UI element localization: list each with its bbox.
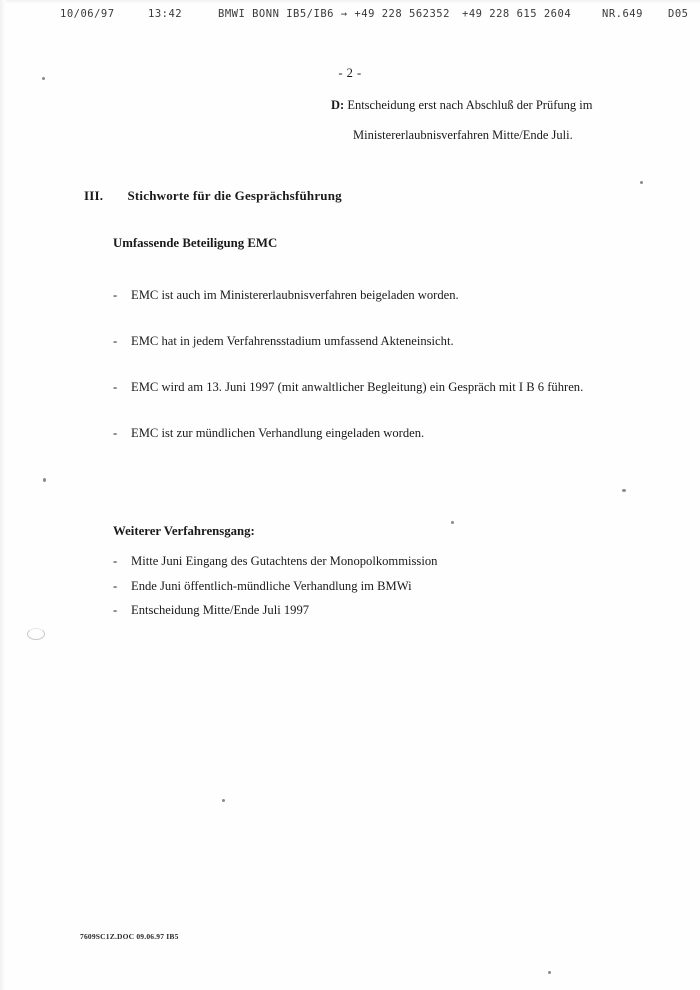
list-item-text: Entscheidung Mitte/Ende Juli 1997	[131, 603, 310, 617]
list-item-text: Mitte Juni Eingang des Gutachtens der Monopolkommission	[131, 554, 438, 568]
scan-speck	[548, 971, 551, 974]
bullet-dash: -	[113, 380, 118, 394]
bullet-dash: -	[113, 578, 118, 593]
scan-speck	[43, 478, 46, 482]
page-number: - 2 -	[338, 66, 362, 80]
list-item	[113, 598, 613, 623]
weiterer-verfahrensgang-list	[113, 549, 613, 623]
point-d-block	[331, 90, 661, 150]
section-numeral: III.	[84, 188, 104, 203]
scan-speck	[42, 77, 45, 80]
scan-edge-shading-left	[0, 0, 6, 990]
punch-hole-mark	[27, 628, 45, 640]
list-item	[113, 329, 623, 353]
list-item-text: EMC wird am 13. Juni 1997 (mit anwaltlicher Begleitung) ein Gespräch mit I B 6 führen.	[131, 380, 584, 394]
scan-edge-shading-top	[0, 0, 700, 4]
section-heading	[84, 188, 624, 204]
point-d-line2: Ministererlaubnisverfahren Mitte/Ende Juli.	[353, 128, 573, 142]
bullet-dash: -	[113, 426, 118, 440]
bullet-list	[113, 283, 623, 467]
fax-header-recipient: +49 228 615 2604	[462, 8, 572, 20]
list-item-text: EMC ist auch im Ministererlaubnisverfahren beigeladen worden.	[131, 288, 459, 302]
list-item-text: EMC hat in jedem Verfahrensstadium umfassend Akteneinsicht.	[131, 334, 454, 348]
list-item-text: EMC ist zur mündlichen Verhandlung eingeladen worden.	[131, 426, 425, 440]
scan-speck	[222, 799, 225, 802]
list-item	[113, 375, 623, 399]
point-d-line1: Entscheidung erst nach Abschluß der Prüfung im	[347, 98, 593, 112]
list-item	[113, 283, 623, 307]
list-item	[113, 574, 613, 599]
fax-header-number: NR.649	[602, 8, 643, 20]
bullet-dash: -	[113, 288, 118, 302]
fax-header-time: 13:42	[148, 8, 183, 20]
list-item-text: Ende Juni öffentlich-mündliche Verhandlung im BMWi	[131, 578, 412, 593]
scan-speck	[622, 489, 626, 492]
section-title: Stichworte für die Gesprächsführung	[127, 188, 342, 203]
list-item	[113, 549, 613, 574]
bullet-dash: -	[113, 334, 118, 348]
list-item	[113, 421, 623, 445]
bullet-dash: -	[113, 603, 118, 617]
fax-header-sender: BMWI BONN IB5/IB6 → +49 228 562352	[218, 8, 450, 20]
subheading-emc: Umfassende Beteiligung EMC	[113, 236, 278, 250]
scan-speck	[451, 521, 454, 524]
fax-transmission-header	[0, 8, 700, 26]
fax-header-date: 10/06/97	[60, 8, 115, 20]
weiterer-verfahrensgang-heading: Weiterer Verfahrensgang:	[113, 524, 255, 538]
fax-header-page: D05	[668, 8, 689, 20]
bullet-dash: -	[113, 554, 118, 568]
point-d-label: D:	[331, 98, 345, 112]
scan-speck	[640, 181, 643, 184]
footer-file-code: 7609SC1Z.DOC 09.06.97 IB5	[80, 932, 179, 941]
